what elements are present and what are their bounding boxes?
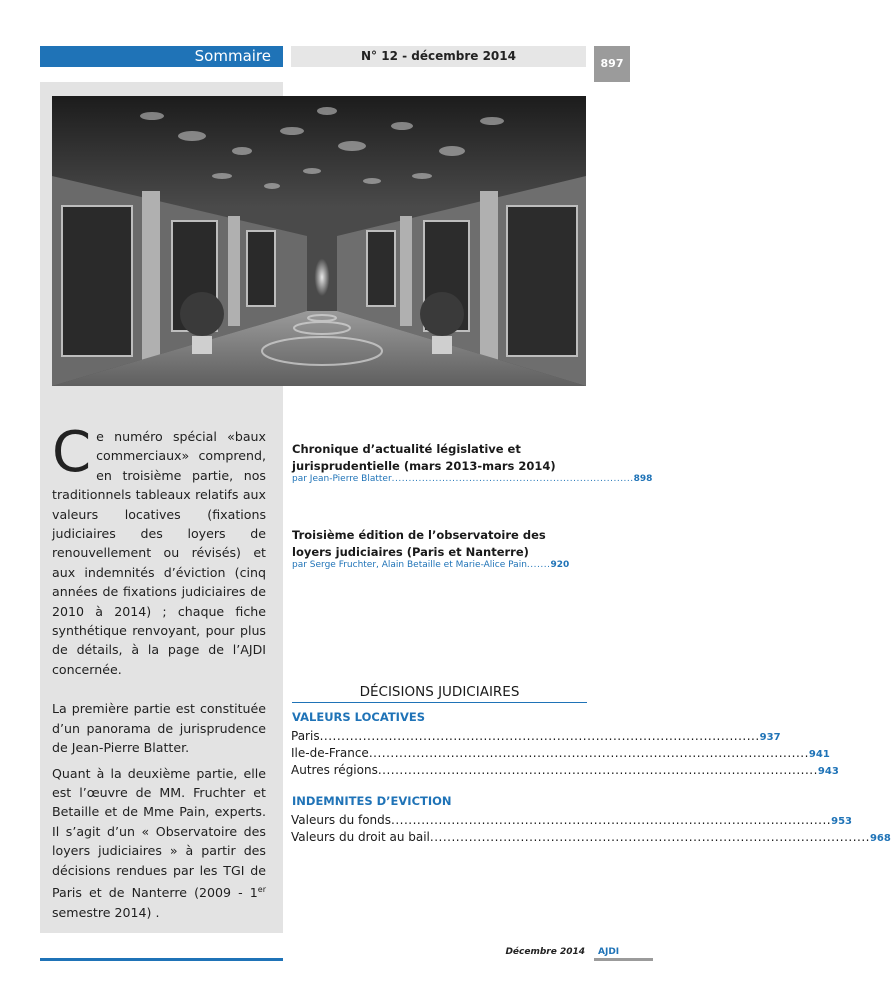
toc-row-valeurs-du-fonds[interactable]: [291, 813, 852, 830]
intro-paragraph-3-end: semestre 2014) .: [52, 904, 160, 920]
section-heading-valeurs-locatives: VALEURS LOCATIVES: [292, 710, 425, 724]
page-number: 897: [594, 46, 630, 82]
toc-label: Ile-de-France: [291, 746, 369, 760]
article-author: par Jean-Pierre Blatter: [292, 474, 392, 484]
decisions-heading: DÉCISIONS JUDICIAIRES: [359, 684, 520, 700]
leader-dots: ........................................................................: [391, 474, 634, 484]
toc-row-autres-regions[interactable]: [291, 763, 839, 780]
toc-label: Autres régions: [291, 763, 378, 777]
toc-page: 937: [759, 732, 781, 743]
toc-label: Valeurs du droit au bail: [291, 830, 430, 844]
article-byline: [292, 474, 653, 484]
intro-paragraph-1-text: e numéro spécial «baux commerciaux» comprend, en troisième partie, nos traditionnels tableaux relatifs aux valeurs locatives (fixations judiciaires des loyers de renouvellement ou révisés) et aux indemnités d’éviction (cinq années de fixations judiciaires de 2010 à 2014) ; chaque fiche synthétique renvoyant, pour plus de détails, à la page de l’AJDI concernée.: [52, 429, 266, 677]
toc-page: 941: [808, 749, 830, 760]
article-page: 898: [633, 474, 653, 484]
ordinal-superscript: er: [257, 884, 266, 894]
toc-article[interactable]: [292, 441, 653, 484]
article-author: par Serge Fruchter, Alain Betaille et Marie-Alice Pain: [292, 560, 527, 570]
footer-brand: AJDI: [598, 947, 620, 957]
leader-dots: ......................................................................................................: [319, 729, 760, 743]
issue-label: N° 12 - décembre 2014: [291, 46, 586, 67]
article-byline: [292, 560, 587, 570]
toc-row-valeurs-droit-au-bail[interactable]: [291, 830, 891, 847]
article-page: 920: [550, 560, 570, 570]
toc-article[interactable]: [292, 527, 587, 570]
leader-dots: .......: [526, 560, 551, 570]
toc-label: Valeurs du fonds: [291, 813, 392, 827]
leader-dots: ......................................................................................................: [377, 763, 818, 777]
toc-row-paris[interactable]: [291, 729, 781, 746]
toc-label: Paris: [291, 729, 320, 743]
toc-page: 943: [817, 766, 839, 777]
footer-date: Décembre 2014: [505, 947, 585, 957]
footer-brand-rule: [594, 958, 653, 961]
intro-paragraph-2: La première partie est constituée d’un panorama de jurisprudence de Jean-Pierre Blatter.: [52, 701, 266, 756]
drop-cap: C: [52, 420, 92, 485]
leader-dots: ......................................................................................................: [368, 746, 809, 760]
section-title: Sommaire: [40, 46, 283, 67]
intro-paragraph-3: [52, 764, 266, 922]
toc-row-ile-de-france[interactable]: [291, 746, 830, 763]
article-title: Chronique d’actualité législative et jurisprudentielle (mars 2013-mars 2014): [292, 442, 556, 473]
toc-page: 968: [869, 833, 891, 844]
footer-rule: [40, 958, 283, 961]
intro-paragraph-1: [52, 420, 266, 679]
cover-photo: [52, 96, 586, 386]
gallery-image: [52, 96, 586, 386]
toc-page: 953: [831, 816, 852, 827]
divider: [292, 702, 587, 703]
intro-text: [52, 420, 266, 928]
leader-dots: ......................................................................................................: [429, 830, 870, 844]
section-heading-indemnites-eviction: INDEMNITES D’EVICTION: [292, 794, 452, 808]
intro-paragraph-3-text: Quant à la deuxième partie, elle est l’œuvre de MM. Fruchter et Betaille et de Mme Pain, experts. Il s’agit d’un « Observatoire des loyers judiciaires » à partir des décisions rendues par les TGI de Paris et de Nanterre (2009 - 1: [52, 765, 266, 901]
article-title: Troisième édition de l’observatoire des loyers judiciaires (Paris et Nanterre): [292, 528, 546, 559]
leader-dots: ......................................................................................................: [391, 813, 832, 827]
